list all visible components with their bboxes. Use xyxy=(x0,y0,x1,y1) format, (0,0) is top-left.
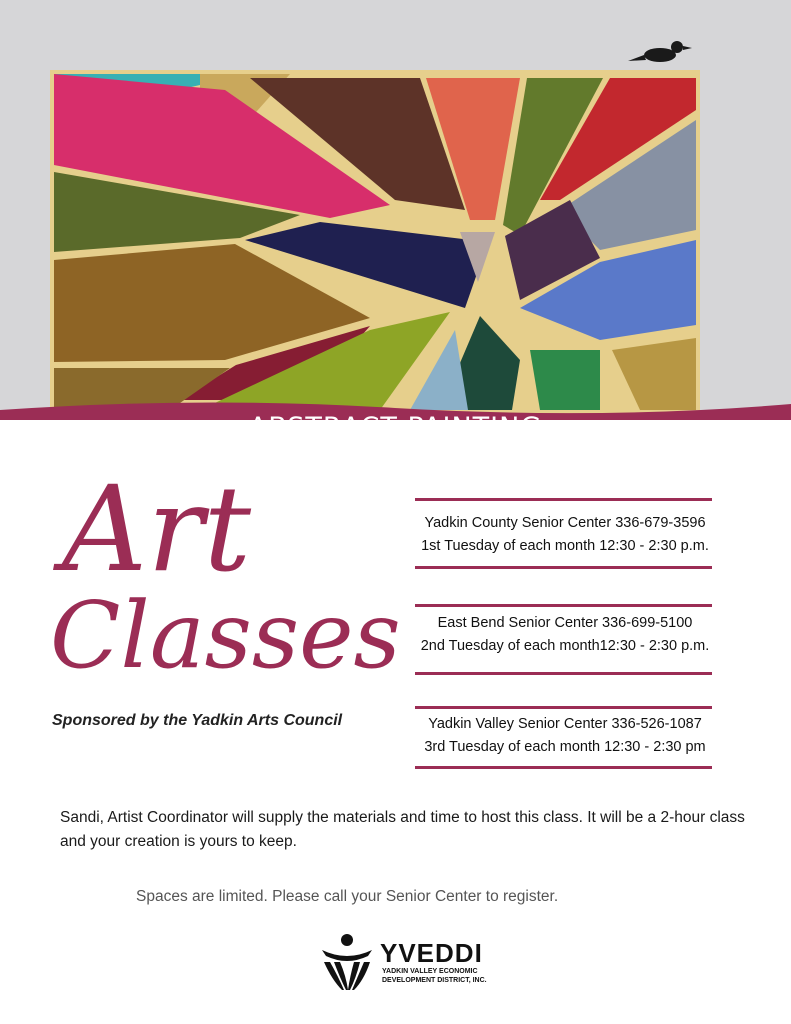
banner-title: ABSTRACT PAINTING xyxy=(248,412,543,443)
abstract-painting-photo xyxy=(0,0,791,420)
divider xyxy=(415,566,712,569)
location-2 xyxy=(405,612,725,658)
divider xyxy=(415,706,712,709)
location-1 xyxy=(405,512,725,558)
location-center: East Bend Senior Center 336-699-5100 xyxy=(437,615,693,631)
location-schedule: 3rd Tuesday of each month 12:30 - 2:30 pm xyxy=(424,739,706,755)
location-center: Yadkin County Senior Center 336-679-3596 xyxy=(424,515,706,531)
location-schedule: 1st Tuesday of each month 12:30 - 2:30 p.m. xyxy=(421,538,709,554)
location-center: Yadkin Valley Senior Center 336-526-1087 xyxy=(428,716,702,732)
yveddi-logo-icon xyxy=(318,932,376,992)
divider xyxy=(415,672,712,675)
heading-classes: Classes xyxy=(50,582,401,689)
heading-art: Art xyxy=(62,460,252,598)
logo-subtitle: YADKIN VALLEY ECONOMIC DEVELOPMENT DISTRICT, INC. xyxy=(382,968,487,984)
divider xyxy=(415,498,712,501)
logo-name: YVEDDI xyxy=(380,938,483,968)
registration-note: Spaces are limited. Please call your Senior Center to register. xyxy=(136,888,559,905)
divider xyxy=(415,604,712,607)
description-text: Sandi, Artist Coordinator will supply the materials and time to host this class. It will be a 2-hour class and your creation is yours to keep. xyxy=(60,809,745,850)
divider xyxy=(415,766,712,769)
location-3 xyxy=(405,713,725,759)
location-schedule: 2nd Tuesday of each month12:30 - 2:30 p.m. xyxy=(420,638,710,654)
sponsor-text: Sponsored by the Yadkin Arts Council xyxy=(52,712,343,729)
